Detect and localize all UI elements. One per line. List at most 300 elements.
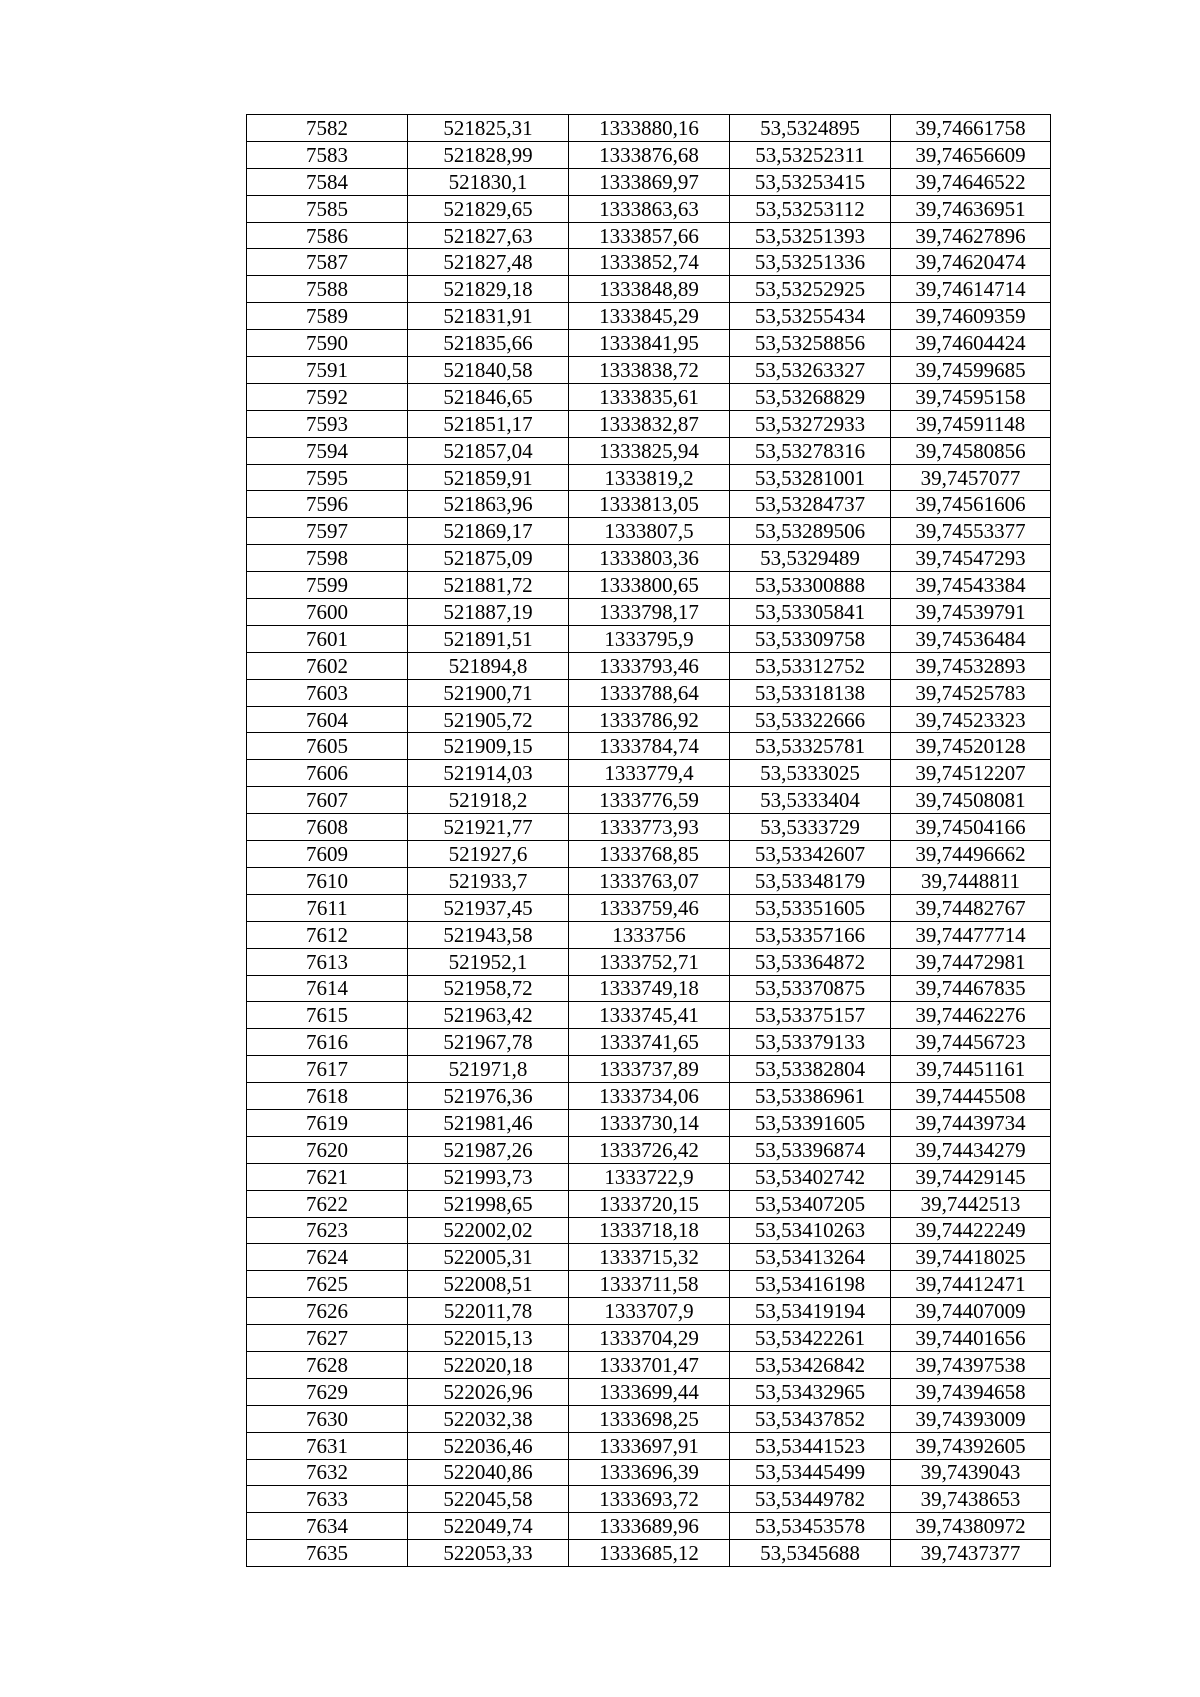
table-row (247, 303, 1051, 330)
latitude-cell: 53,53289506 (730, 518, 891, 545)
y-coordinate-cell: 1333838,72 (569, 357, 730, 384)
latitude-cell: 53,53255434 (730, 303, 891, 330)
table-row (247, 1351, 1051, 1378)
y-coordinate-cell: 1333759,46 (569, 894, 730, 921)
latitude-cell: 53,53258856 (730, 330, 891, 357)
point-number-cell: 7598 (247, 545, 408, 572)
y-coordinate-cell: 1333768,85 (569, 841, 730, 868)
x-coordinate-cell: 521829,65 (408, 195, 569, 222)
longitude-cell: 39,74547293 (891, 545, 1051, 572)
table-row (247, 572, 1051, 599)
x-coordinate-cell: 521827,63 (408, 222, 569, 249)
latitude-cell: 53,53284737 (730, 491, 891, 518)
table-row (247, 1459, 1051, 1486)
longitude-cell: 39,74412471 (891, 1271, 1051, 1298)
point-number-cell: 7615 (247, 1002, 408, 1029)
x-coordinate-cell: 521943,58 (408, 921, 569, 948)
latitude-cell: 53,53375157 (730, 1002, 891, 1029)
longitude-cell: 39,74445508 (891, 1083, 1051, 1110)
y-coordinate-cell: 1333825,94 (569, 437, 730, 464)
point-number-cell: 7609 (247, 841, 408, 868)
point-number-cell: 7619 (247, 1109, 408, 1136)
x-coordinate-cell: 521971,8 (408, 1056, 569, 1083)
latitude-cell: 53,53252311 (730, 141, 891, 168)
x-coordinate-cell: 521863,96 (408, 491, 569, 518)
longitude-cell: 39,74472981 (891, 948, 1051, 975)
latitude-cell: 53,53426842 (730, 1351, 891, 1378)
latitude-cell: 53,53445499 (730, 1459, 891, 1486)
x-coordinate-cell: 521933,7 (408, 867, 569, 894)
longitude-cell: 39,74580856 (891, 437, 1051, 464)
y-coordinate-cell: 1333848,89 (569, 276, 730, 303)
y-coordinate-cell: 1333693,72 (569, 1486, 730, 1513)
table-row (247, 437, 1051, 464)
point-number-cell: 7582 (247, 115, 408, 142)
longitude-cell: 39,74609359 (891, 303, 1051, 330)
latitude-cell: 53,53251393 (730, 222, 891, 249)
longitude-cell: 39,74561606 (891, 491, 1051, 518)
latitude-cell: 53,53309758 (730, 625, 891, 652)
x-coordinate-cell: 522053,33 (408, 1540, 569, 1567)
table-row (247, 115, 1051, 142)
longitude-cell: 39,74401656 (891, 1325, 1051, 1352)
table-row (247, 410, 1051, 437)
y-coordinate-cell: 1333689,96 (569, 1513, 730, 1540)
point-number-cell: 7590 (247, 330, 408, 357)
table-row (247, 1271, 1051, 1298)
x-coordinate-cell: 521881,72 (408, 572, 569, 599)
y-coordinate-cell: 1333807,5 (569, 518, 730, 545)
point-number-cell: 7599 (247, 572, 408, 599)
y-coordinate-cell: 1333832,87 (569, 410, 730, 437)
coordinates-table-body (247, 115, 1051, 1567)
x-coordinate-cell: 521828,99 (408, 141, 569, 168)
point-number-cell: 7617 (247, 1056, 408, 1083)
point-number-cell: 7594 (247, 437, 408, 464)
point-number-cell: 7625 (247, 1271, 408, 1298)
y-coordinate-cell: 1333701,47 (569, 1351, 730, 1378)
longitude-cell: 39,7457077 (891, 464, 1051, 491)
x-coordinate-cell: 522005,31 (408, 1244, 569, 1271)
latitude-cell: 53,53342607 (730, 841, 891, 868)
point-number-cell: 7595 (247, 464, 408, 491)
longitude-cell: 39,74661758 (891, 115, 1051, 142)
latitude-cell: 53,53300888 (730, 572, 891, 599)
point-number-cell: 7614 (247, 975, 408, 1002)
point-number-cell: 7618 (247, 1083, 408, 1110)
longitude-cell: 39,7437377 (891, 1540, 1051, 1567)
longitude-cell: 39,74543384 (891, 572, 1051, 599)
y-coordinate-cell: 1333863,63 (569, 195, 730, 222)
table-row (247, 1298, 1051, 1325)
latitude-cell: 53,5329489 (730, 545, 891, 572)
table-row (247, 787, 1051, 814)
latitude-cell: 53,53312752 (730, 652, 891, 679)
point-number-cell: 7587 (247, 249, 408, 276)
x-coordinate-cell: 521891,51 (408, 625, 569, 652)
latitude-cell: 53,53252925 (730, 276, 891, 303)
table-row (247, 867, 1051, 894)
latitude-cell: 53,53437852 (730, 1405, 891, 1432)
point-number-cell: 7633 (247, 1486, 408, 1513)
table-row (247, 841, 1051, 868)
longitude-cell: 39,74451161 (891, 1056, 1051, 1083)
longitude-cell: 39,74599685 (891, 357, 1051, 384)
y-coordinate-cell: 1333704,29 (569, 1325, 730, 1352)
latitude-cell: 53,53386961 (730, 1083, 891, 1110)
x-coordinate-cell: 522049,74 (408, 1513, 569, 1540)
point-number-cell: 7630 (247, 1405, 408, 1432)
table-row (247, 1217, 1051, 1244)
table-row (247, 1378, 1051, 1405)
point-number-cell: 7620 (247, 1136, 408, 1163)
point-number-cell: 7588 (247, 276, 408, 303)
point-number-cell: 7585 (247, 195, 408, 222)
x-coordinate-cell: 521900,71 (408, 679, 569, 706)
y-coordinate-cell: 1333698,25 (569, 1405, 730, 1432)
longitude-cell: 39,74553377 (891, 518, 1051, 545)
longitude-cell: 39,7439043 (891, 1459, 1051, 1486)
longitude-cell: 39,74462276 (891, 1002, 1051, 1029)
y-coordinate-cell: 1333779,4 (569, 760, 730, 787)
y-coordinate-cell: 1333798,17 (569, 599, 730, 626)
latitude-cell: 53,5333025 (730, 760, 891, 787)
x-coordinate-cell: 521993,73 (408, 1163, 569, 1190)
x-coordinate-cell: 521829,18 (408, 276, 569, 303)
y-coordinate-cell: 1333776,59 (569, 787, 730, 814)
point-number-cell: 7627 (247, 1325, 408, 1352)
point-number-cell: 7591 (247, 357, 408, 384)
table-row (247, 518, 1051, 545)
table-row (247, 276, 1051, 303)
latitude-cell: 53,53402742 (730, 1163, 891, 1190)
latitude-cell: 53,53407205 (730, 1190, 891, 1217)
y-coordinate-cell: 1333803,36 (569, 545, 730, 572)
longitude-cell: 39,74467835 (891, 975, 1051, 1002)
y-coordinate-cell: 1333841,95 (569, 330, 730, 357)
y-coordinate-cell: 1333734,06 (569, 1083, 730, 1110)
latitude-cell: 53,5333729 (730, 814, 891, 841)
longitude-cell: 39,74525783 (891, 679, 1051, 706)
longitude-cell: 39,74591148 (891, 410, 1051, 437)
y-coordinate-cell: 1333741,65 (569, 1029, 730, 1056)
longitude-cell: 39,74532893 (891, 652, 1051, 679)
x-coordinate-cell: 521981,46 (408, 1109, 569, 1136)
point-number-cell: 7624 (247, 1244, 408, 1271)
y-coordinate-cell: 1333880,16 (569, 115, 730, 142)
latitude-cell: 53,53441523 (730, 1432, 891, 1459)
latitude-cell: 53,53253415 (730, 168, 891, 195)
latitude-cell: 53,53391605 (730, 1109, 891, 1136)
longitude-cell: 39,74512207 (891, 760, 1051, 787)
table-row (247, 1163, 1051, 1190)
x-coordinate-cell: 521914,03 (408, 760, 569, 787)
point-number-cell: 7611 (247, 894, 408, 921)
x-coordinate-cell: 521840,58 (408, 357, 569, 384)
latitude-cell: 53,53268829 (730, 383, 891, 410)
point-number-cell: 7593 (247, 410, 408, 437)
x-coordinate-cell: 521958,72 (408, 975, 569, 1002)
x-coordinate-cell: 522036,46 (408, 1432, 569, 1459)
y-coordinate-cell: 1333711,58 (569, 1271, 730, 1298)
latitude-cell: 53,53263327 (730, 357, 891, 384)
point-number-cell: 7631 (247, 1432, 408, 1459)
point-number-cell: 7596 (247, 491, 408, 518)
latitude-cell: 53,53453578 (730, 1513, 891, 1540)
table-row (247, 1083, 1051, 1110)
longitude-cell: 39,74422249 (891, 1217, 1051, 1244)
y-coordinate-cell: 1333800,65 (569, 572, 730, 599)
point-number-cell: 7601 (247, 625, 408, 652)
longitude-cell: 39,74604424 (891, 330, 1051, 357)
x-coordinate-cell: 521918,2 (408, 787, 569, 814)
longitude-cell: 39,74539791 (891, 599, 1051, 626)
x-coordinate-cell: 521887,19 (408, 599, 569, 626)
y-coordinate-cell: 1333773,93 (569, 814, 730, 841)
x-coordinate-cell: 522002,02 (408, 1217, 569, 1244)
point-number-cell: 7607 (247, 787, 408, 814)
x-coordinate-cell: 521846,65 (408, 383, 569, 410)
longitude-cell: 39,74508081 (891, 787, 1051, 814)
point-number-cell: 7584 (247, 168, 408, 195)
point-number-cell: 7586 (247, 222, 408, 249)
y-coordinate-cell: 1333813,05 (569, 491, 730, 518)
y-coordinate-cell: 1333749,18 (569, 975, 730, 1002)
y-coordinate-cell: 1333786,92 (569, 706, 730, 733)
latitude-cell: 53,53396874 (730, 1136, 891, 1163)
table-row (247, 1244, 1051, 1271)
longitude-cell: 39,74520128 (891, 733, 1051, 760)
table-row (247, 222, 1051, 249)
point-number-cell: 7632 (247, 1459, 408, 1486)
table-row (247, 1486, 1051, 1513)
latitude-cell: 53,53416198 (730, 1271, 891, 1298)
longitude-cell: 39,74656609 (891, 141, 1051, 168)
longitude-cell: 39,74407009 (891, 1298, 1051, 1325)
longitude-cell: 39,74456723 (891, 1029, 1051, 1056)
x-coordinate-cell: 521967,78 (408, 1029, 569, 1056)
table-row (247, 1405, 1051, 1432)
latitude-cell: 53,53382804 (730, 1056, 891, 1083)
x-coordinate-cell: 522026,96 (408, 1378, 569, 1405)
longitude-cell: 39,74620474 (891, 249, 1051, 276)
y-coordinate-cell: 1333697,91 (569, 1432, 730, 1459)
table-row (247, 383, 1051, 410)
longitude-cell: 39,74646522 (891, 168, 1051, 195)
point-number-cell: 7602 (247, 652, 408, 679)
y-coordinate-cell: 1333696,39 (569, 1459, 730, 1486)
latitude-cell: 53,53410263 (730, 1217, 891, 1244)
longitude-cell: 39,74523323 (891, 706, 1051, 733)
table-row (247, 1029, 1051, 1056)
table-row (247, 357, 1051, 384)
table-row (247, 249, 1051, 276)
x-coordinate-cell: 521851,17 (408, 410, 569, 437)
longitude-cell: 39,74482767 (891, 894, 1051, 921)
longitude-cell: 39,74429145 (891, 1163, 1051, 1190)
x-coordinate-cell: 522045,58 (408, 1486, 569, 1513)
longitude-cell: 39,74397538 (891, 1351, 1051, 1378)
latitude-cell: 53,53305841 (730, 599, 891, 626)
longitude-cell: 39,74477714 (891, 921, 1051, 948)
point-number-cell: 7604 (247, 706, 408, 733)
table-row (247, 1540, 1051, 1567)
point-number-cell: 7606 (247, 760, 408, 787)
y-coordinate-cell: 1333726,42 (569, 1136, 730, 1163)
point-number-cell: 7600 (247, 599, 408, 626)
latitude-cell: 53,5324895 (730, 115, 891, 142)
latitude-cell: 53,5333404 (730, 787, 891, 814)
latitude-cell: 53,53357166 (730, 921, 891, 948)
x-coordinate-cell: 522020,18 (408, 1351, 569, 1378)
table-row (247, 975, 1051, 1002)
y-coordinate-cell: 1333819,2 (569, 464, 730, 491)
table-row (247, 330, 1051, 357)
x-coordinate-cell: 521927,6 (408, 841, 569, 868)
latitude-cell: 53,53281001 (730, 464, 891, 491)
table-row (247, 948, 1051, 975)
longitude-cell: 39,74392605 (891, 1432, 1051, 1459)
table-row (247, 1136, 1051, 1163)
table-row (247, 168, 1051, 195)
y-coordinate-cell: 1333835,61 (569, 383, 730, 410)
x-coordinate-cell: 521875,09 (408, 545, 569, 572)
latitude-cell: 53,53278316 (730, 437, 891, 464)
table-row (247, 733, 1051, 760)
y-coordinate-cell: 1333784,74 (569, 733, 730, 760)
point-number-cell: 7589 (247, 303, 408, 330)
longitude-cell: 39,74636951 (891, 195, 1051, 222)
x-coordinate-cell: 521976,36 (408, 1083, 569, 1110)
table-row (247, 1002, 1051, 1029)
table-row (247, 625, 1051, 652)
x-coordinate-cell: 521987,26 (408, 1136, 569, 1163)
latitude-cell: 53,5345688 (730, 1540, 891, 1567)
point-number-cell: 7613 (247, 948, 408, 975)
longitude-cell: 39,7448811 (891, 867, 1051, 894)
table-row (247, 1056, 1051, 1083)
longitude-cell: 39,74504166 (891, 814, 1051, 841)
x-coordinate-cell: 521869,17 (408, 518, 569, 545)
y-coordinate-cell: 1333699,44 (569, 1378, 730, 1405)
latitude-cell: 53,53251336 (730, 249, 891, 276)
point-number-cell: 7634 (247, 1513, 408, 1540)
x-coordinate-cell: 521998,65 (408, 1190, 569, 1217)
table-row (247, 1432, 1051, 1459)
longitude-cell: 39,74380972 (891, 1513, 1051, 1540)
y-coordinate-cell: 1333707,9 (569, 1298, 730, 1325)
table-row (247, 195, 1051, 222)
longitude-cell: 39,74393009 (891, 1405, 1051, 1432)
table-row (247, 760, 1051, 787)
x-coordinate-cell: 521825,31 (408, 115, 569, 142)
x-coordinate-cell: 521894,8 (408, 652, 569, 679)
y-coordinate-cell: 1333722,9 (569, 1163, 730, 1190)
table-row (247, 1190, 1051, 1217)
point-number-cell: 7583 (247, 141, 408, 168)
y-coordinate-cell: 1333857,66 (569, 222, 730, 249)
x-coordinate-cell: 521963,42 (408, 1002, 569, 1029)
table-row (247, 491, 1051, 518)
point-number-cell: 7605 (247, 733, 408, 760)
latitude-cell: 53,53370875 (730, 975, 891, 1002)
longitude-cell: 39,7442513 (891, 1190, 1051, 1217)
table-row (247, 921, 1051, 948)
longitude-cell: 39,74418025 (891, 1244, 1051, 1271)
x-coordinate-cell: 522040,86 (408, 1459, 569, 1486)
point-number-cell: 7603 (247, 679, 408, 706)
table-row (247, 679, 1051, 706)
latitude-cell: 53,53379133 (730, 1029, 891, 1056)
y-coordinate-cell: 1333845,29 (569, 303, 730, 330)
x-coordinate-cell: 522032,38 (408, 1405, 569, 1432)
x-coordinate-cell: 521831,91 (408, 303, 569, 330)
x-coordinate-cell: 521827,48 (408, 249, 569, 276)
y-coordinate-cell: 1333715,32 (569, 1244, 730, 1271)
latitude-cell: 53,53253112 (730, 195, 891, 222)
y-coordinate-cell: 1333730,14 (569, 1109, 730, 1136)
longitude-cell: 39,74595158 (891, 383, 1051, 410)
y-coordinate-cell: 1333685,12 (569, 1540, 730, 1567)
longitude-cell: 39,74434279 (891, 1136, 1051, 1163)
x-coordinate-cell: 521921,77 (408, 814, 569, 841)
y-coordinate-cell: 1333752,71 (569, 948, 730, 975)
table-row (247, 464, 1051, 491)
x-coordinate-cell: 522008,51 (408, 1271, 569, 1298)
y-coordinate-cell: 1333869,97 (569, 168, 730, 195)
point-number-cell: 7622 (247, 1190, 408, 1217)
point-number-cell: 7635 (247, 1540, 408, 1567)
x-coordinate-cell: 521859,91 (408, 464, 569, 491)
point-number-cell: 7626 (247, 1298, 408, 1325)
longitude-cell: 39,74439734 (891, 1109, 1051, 1136)
table-row (247, 545, 1051, 572)
x-coordinate-cell: 521905,72 (408, 706, 569, 733)
x-coordinate-cell: 521909,15 (408, 733, 569, 760)
point-number-cell: 7623 (247, 1217, 408, 1244)
y-coordinate-cell: 1333788,64 (569, 679, 730, 706)
latitude-cell: 53,53351605 (730, 894, 891, 921)
table-row (247, 599, 1051, 626)
x-coordinate-cell: 521937,45 (408, 894, 569, 921)
point-number-cell: 7608 (247, 814, 408, 841)
longitude-cell: 39,74614714 (891, 276, 1051, 303)
latitude-cell: 53,53322666 (730, 706, 891, 733)
point-number-cell: 7592 (247, 383, 408, 410)
y-coordinate-cell: 1333795,9 (569, 625, 730, 652)
latitude-cell: 53,53422261 (730, 1325, 891, 1352)
point-number-cell: 7621 (247, 1163, 408, 1190)
coordinates-table (246, 114, 1051, 1567)
x-coordinate-cell: 521952,1 (408, 948, 569, 975)
longitude-cell: 39,74627896 (891, 222, 1051, 249)
y-coordinate-cell: 1333793,46 (569, 652, 730, 679)
latitude-cell: 53,53449782 (730, 1486, 891, 1513)
table-row (247, 1325, 1051, 1352)
point-number-cell: 7628 (247, 1351, 408, 1378)
x-coordinate-cell: 521857,04 (408, 437, 569, 464)
latitude-cell: 53,53364872 (730, 948, 891, 975)
latitude-cell: 53,53348179 (730, 867, 891, 894)
x-coordinate-cell: 521830,1 (408, 168, 569, 195)
longitude-cell: 39,74394658 (891, 1378, 1051, 1405)
y-coordinate-cell: 1333745,41 (569, 1002, 730, 1029)
table-row (247, 814, 1051, 841)
y-coordinate-cell: 1333852,74 (569, 249, 730, 276)
table-row (247, 141, 1051, 168)
table-row (247, 1109, 1051, 1136)
table-row (247, 894, 1051, 921)
